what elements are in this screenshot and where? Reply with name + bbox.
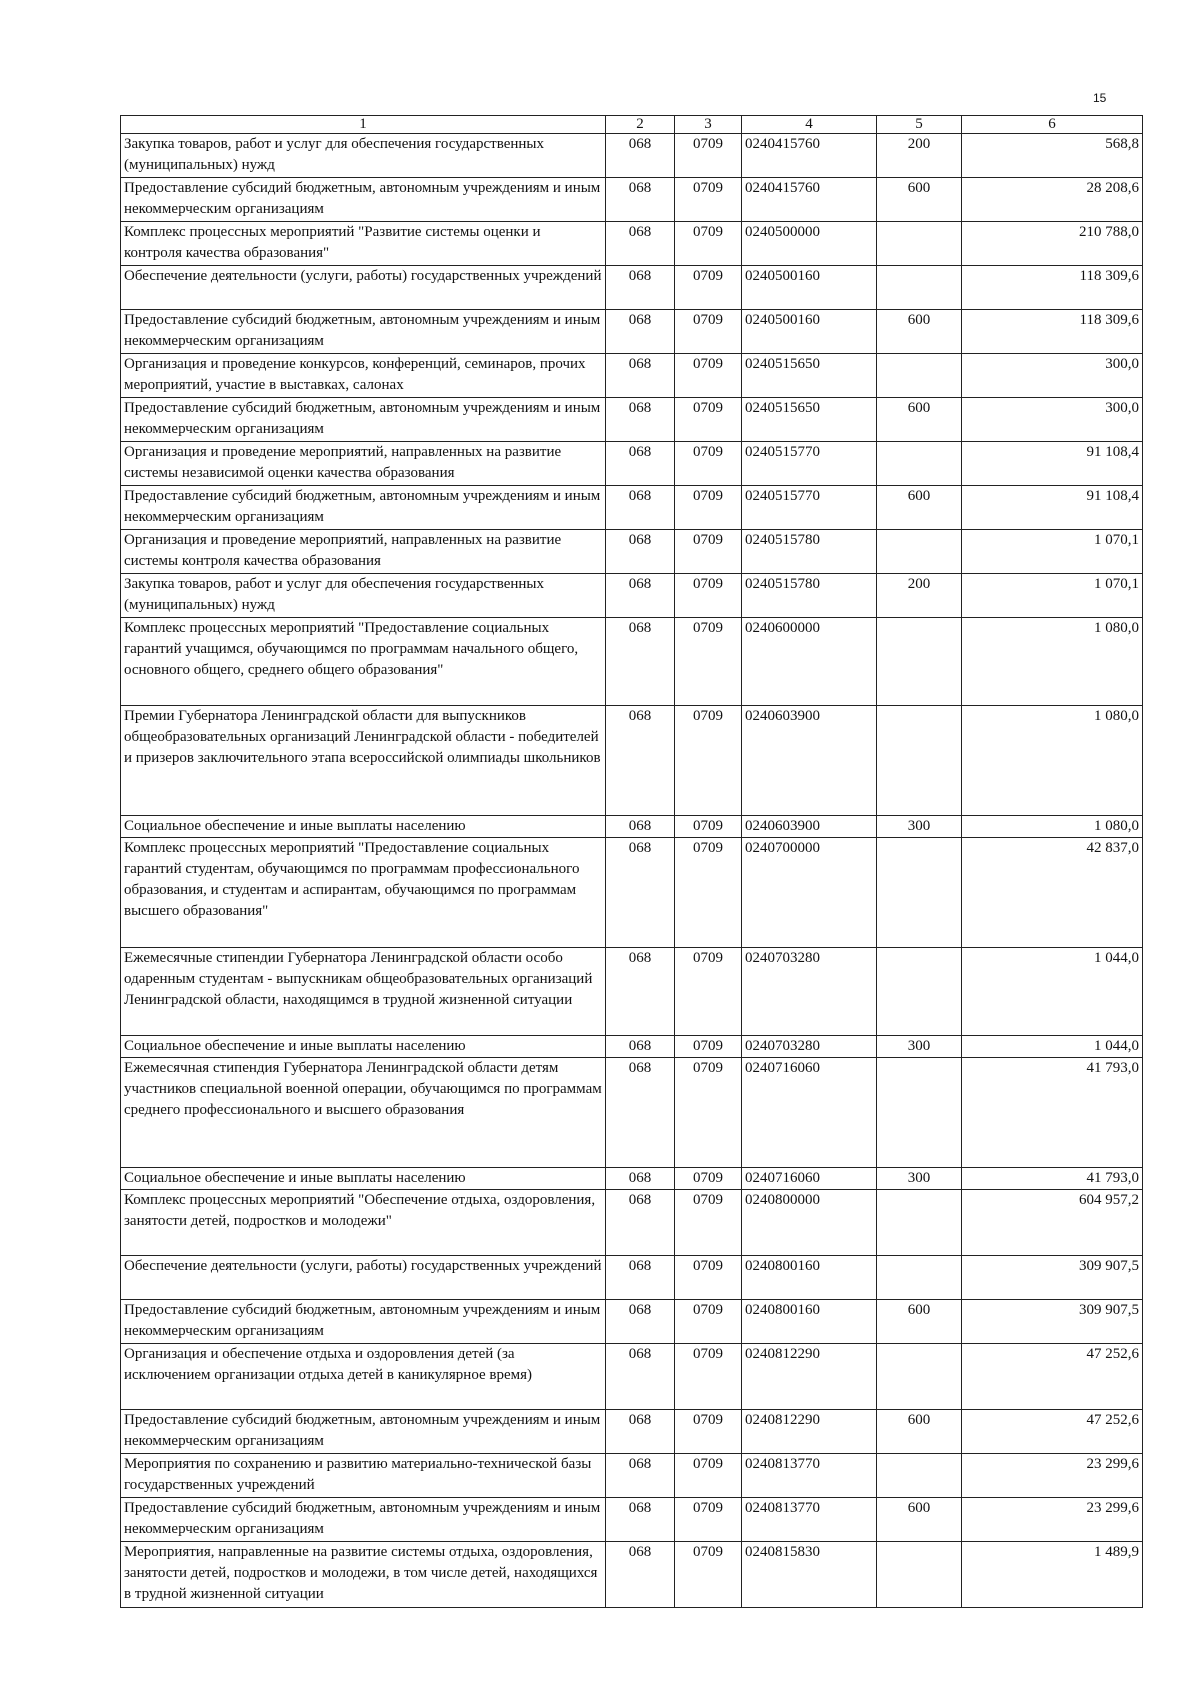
description-cell: Обеспечение деятельности (услуги, работы) государственных учреждений xyxy=(121,1256,606,1300)
department-code-cell: 068 xyxy=(606,222,675,266)
description-cell: Ежемесячные стипендии Губернатора Ленинградской области особо одаренным студентам - выпускникам общеобразовательных организаций Ленинградской области, находящимся в трудной жизненной ситуации xyxy=(121,948,606,1036)
section-code-cell: 0709 xyxy=(675,398,742,442)
expense-type-cell: 600 xyxy=(877,178,962,222)
column-header: 3 xyxy=(675,116,742,134)
description-cell: Социальное обеспечение и иные выплаты населению xyxy=(121,1036,606,1058)
table-row xyxy=(121,1190,1143,1256)
table-row xyxy=(121,222,1143,266)
target-article-cell: 0240500160 xyxy=(742,266,877,310)
table-row xyxy=(121,1300,1143,1344)
target-article-cell: 0240515770 xyxy=(742,442,877,486)
section-code-cell: 0709 xyxy=(675,222,742,266)
amount-cell: 1 070,1 xyxy=(962,574,1143,618)
department-code-cell: 068 xyxy=(606,530,675,574)
description-cell: Комплекс процессных мероприятий "Развитие системы оценки и контроля качества образования" xyxy=(121,222,606,266)
target-article-cell: 0240800160 xyxy=(742,1256,877,1300)
table-row xyxy=(121,354,1143,398)
section-code-cell: 0709 xyxy=(675,1498,742,1542)
description-cell: Предоставление субсидий бюджетным, автономным учреждениям и иным некоммерческим организациям xyxy=(121,310,606,354)
target-article-cell: 0240515780 xyxy=(742,574,877,618)
description-cell: Организация и обеспечение отдыха и оздоровления детей (за исключением организации отдыха детей в каникулярное время) xyxy=(121,1344,606,1410)
amount-cell: 309 907,5 xyxy=(962,1300,1143,1344)
table-row xyxy=(121,618,1143,706)
section-code-cell: 0709 xyxy=(675,310,742,354)
department-code-cell: 068 xyxy=(606,398,675,442)
amount-cell: 1 080,0 xyxy=(962,618,1143,706)
description-cell: Мероприятия, направленные на развитие системы отдыха, оздоровления, занятости детей, подростков и молодежи, в том числе детей, находящихся в трудной жизненной ситуации xyxy=(121,1542,606,1608)
target-article-cell: 0240813770 xyxy=(742,1454,877,1498)
target-article-cell: 0240515780 xyxy=(742,530,877,574)
department-code-cell: 068 xyxy=(606,1542,675,1608)
table-row xyxy=(121,310,1143,354)
department-code-cell: 068 xyxy=(606,486,675,530)
amount-cell: 118 309,6 xyxy=(962,310,1143,354)
section-code-cell: 0709 xyxy=(675,1036,742,1058)
department-code-cell: 068 xyxy=(606,266,675,310)
table-row xyxy=(121,134,1143,178)
section-code-cell: 0709 xyxy=(675,574,742,618)
amount-cell: 47 252,6 xyxy=(962,1344,1143,1410)
section-code-cell: 0709 xyxy=(675,1168,742,1190)
description-cell: Комплекс процессных мероприятий "Обеспечение отдыха, оздоровления, занятости детей, подростков и молодежи" xyxy=(121,1190,606,1256)
expense-type-cell: 300 xyxy=(877,816,962,838)
target-article-cell: 0240812290 xyxy=(742,1410,877,1454)
department-code-cell: 068 xyxy=(606,178,675,222)
section-code-cell: 0709 xyxy=(675,948,742,1036)
amount-cell: 1 489,9 xyxy=(962,1542,1143,1608)
table-row xyxy=(121,706,1143,816)
table-row xyxy=(121,1036,1143,1058)
expense-type-cell xyxy=(877,442,962,486)
target-article-cell: 0240812290 xyxy=(742,1344,877,1410)
description-cell: Предоставление субсидий бюджетным, автономным учреждениям и иным некоммерческим организациям xyxy=(121,398,606,442)
target-article-cell: 0240703280 xyxy=(742,948,877,1036)
table-row xyxy=(121,398,1143,442)
amount-cell: 23 299,6 xyxy=(962,1454,1143,1498)
table-row xyxy=(121,1498,1143,1542)
description-cell: Организация и проведение мероприятий, направленных на развитие системы независимой оценки качества образования xyxy=(121,442,606,486)
description-cell: Премии Губернатора Ленинградской области для выпускников общеобразовательных организаций Ленинградской области - победителей и призеров заключительного этапа всероссийской олимпиады школьников xyxy=(121,706,606,816)
amount-cell: 41 793,0 xyxy=(962,1168,1143,1190)
amount-cell: 1 044,0 xyxy=(962,1036,1143,1058)
department-code-cell: 068 xyxy=(606,310,675,354)
section-code-cell: 0709 xyxy=(675,530,742,574)
expense-type-cell xyxy=(877,1058,962,1168)
section-code-cell: 0709 xyxy=(675,1542,742,1608)
description-cell: Закупка товаров, работ и услуг для обеспечения государственных (муниципальных) нужд xyxy=(121,574,606,618)
department-code-cell: 068 xyxy=(606,134,675,178)
amount-cell: 1 080,0 xyxy=(962,816,1143,838)
department-code-cell: 068 xyxy=(606,1498,675,1542)
target-article-cell: 0240600000 xyxy=(742,618,877,706)
amount-cell: 1 044,0 xyxy=(962,948,1143,1036)
amount-cell: 23 299,6 xyxy=(962,1498,1143,1542)
table-row xyxy=(121,266,1143,310)
expense-type-cell xyxy=(877,1454,962,1498)
description-cell: Организация и проведение конкурсов, конференций, семинаров, прочих мероприятий, участие в выставках, салонах xyxy=(121,354,606,398)
section-code-cell: 0709 xyxy=(675,1454,742,1498)
amount-cell: 42 837,0 xyxy=(962,838,1143,948)
target-article-cell: 0240800160 xyxy=(742,1300,877,1344)
department-code-cell: 068 xyxy=(606,1300,675,1344)
expense-type-cell: 300 xyxy=(877,1036,962,1058)
target-article-cell: 0240515770 xyxy=(742,486,877,530)
department-code-cell: 068 xyxy=(606,1168,675,1190)
department-code-cell: 068 xyxy=(606,354,675,398)
expense-type-cell xyxy=(877,706,962,816)
amount-cell: 568,8 xyxy=(962,134,1143,178)
department-code-cell: 068 xyxy=(606,948,675,1036)
target-article-cell: 0240815830 xyxy=(742,1542,877,1608)
expense-type-cell: 200 xyxy=(877,574,962,618)
section-code-cell: 0709 xyxy=(675,618,742,706)
description-cell: Ежемесячная стипендия Губернатора Ленинградской области детям участников специальной военной операции, обучающимся по программам среднего профессионального и высшего образования xyxy=(121,1058,606,1168)
expense-type-cell: 600 xyxy=(877,486,962,530)
amount-cell: 28 208,6 xyxy=(962,178,1143,222)
description-cell: Предоставление субсидий бюджетным, автономным учреждениям и иным некоммерческим организациям xyxy=(121,1498,606,1542)
target-article-cell: 0240415760 xyxy=(742,178,877,222)
expense-type-cell: 600 xyxy=(877,310,962,354)
target-article-cell: 0240813770 xyxy=(742,1498,877,1542)
column-header: 4 xyxy=(742,116,877,134)
target-article-cell: 0240800000 xyxy=(742,1190,877,1256)
amount-cell: 41 793,0 xyxy=(962,1058,1143,1168)
table-row xyxy=(121,1410,1143,1454)
section-code-cell: 0709 xyxy=(675,1300,742,1344)
expense-type-cell xyxy=(877,266,962,310)
expense-type-cell: 600 xyxy=(877,398,962,442)
expense-type-cell xyxy=(877,1344,962,1410)
description-cell: Предоставление субсидий бюджетным, автономным учреждениям и иным некоммерческим организациям xyxy=(121,1410,606,1454)
target-article-cell: 0240716060 xyxy=(742,1168,877,1190)
description-cell: Предоставление субсидий бюджетным, автономным учреждениям и иным некоммерческим организациям xyxy=(121,1300,606,1344)
description-cell: Мероприятия по сохранению и развитию материально-технической базы государственных учреждений xyxy=(121,1454,606,1498)
table-row xyxy=(121,948,1143,1036)
amount-cell: 118 309,6 xyxy=(962,266,1143,310)
amount-cell: 1 070,1 xyxy=(962,530,1143,574)
amount-cell: 91 108,4 xyxy=(962,486,1143,530)
section-code-cell: 0709 xyxy=(675,1190,742,1256)
target-article-cell: 0240500000 xyxy=(742,222,877,266)
department-code-cell: 068 xyxy=(606,1036,675,1058)
section-code-cell: 0709 xyxy=(675,1410,742,1454)
target-article-cell: 0240515650 xyxy=(742,398,877,442)
table-row xyxy=(121,1454,1143,1498)
expense-type-cell: 600 xyxy=(877,1498,962,1542)
page-number: 15 xyxy=(1093,91,1107,105)
section-code-cell: 0709 xyxy=(675,838,742,948)
table-row xyxy=(121,442,1143,486)
table-row xyxy=(121,530,1143,574)
target-article-cell: 0240500160 xyxy=(742,310,877,354)
column-header: 1 xyxy=(121,116,606,134)
amount-cell: 604 957,2 xyxy=(962,1190,1143,1256)
expense-type-cell xyxy=(877,1256,962,1300)
table-row xyxy=(121,1344,1143,1410)
section-code-cell: 0709 xyxy=(675,134,742,178)
section-code-cell: 0709 xyxy=(675,816,742,838)
description-cell: Организация и проведение мероприятий, направленных на развитие системы контроля качества образования xyxy=(121,530,606,574)
table-row xyxy=(121,816,1143,838)
target-article-cell: 0240603900 xyxy=(742,706,877,816)
department-code-cell: 068 xyxy=(606,442,675,486)
description-cell: Социальное обеспечение и иные выплаты населению xyxy=(121,1168,606,1190)
department-code-cell: 068 xyxy=(606,1410,675,1454)
department-code-cell: 068 xyxy=(606,1344,675,1410)
department-code-cell: 068 xyxy=(606,706,675,816)
section-code-cell: 0709 xyxy=(675,442,742,486)
department-code-cell: 068 xyxy=(606,816,675,838)
header-row xyxy=(121,116,1143,134)
description-cell: Обеспечение деятельности (услуги, работы) государственных учреждений xyxy=(121,266,606,310)
amount-cell: 91 108,4 xyxy=(962,442,1143,486)
budget-table xyxy=(120,115,1143,1608)
section-code-cell: 0709 xyxy=(675,1058,742,1168)
table-row xyxy=(121,838,1143,948)
expense-type-cell xyxy=(877,948,962,1036)
amount-cell: 300,0 xyxy=(962,354,1143,398)
department-code-cell: 068 xyxy=(606,618,675,706)
target-article-cell: 0240703280 xyxy=(742,1036,877,1058)
section-code-cell: 0709 xyxy=(675,266,742,310)
section-code-cell: 0709 xyxy=(675,486,742,530)
table-body xyxy=(121,134,1143,1608)
department-code-cell: 068 xyxy=(606,1454,675,1498)
expense-type-cell xyxy=(877,354,962,398)
amount-cell: 300,0 xyxy=(962,398,1143,442)
amount-cell: 210 788,0 xyxy=(962,222,1143,266)
table-row xyxy=(121,1542,1143,1608)
amount-cell: 47 252,6 xyxy=(962,1410,1143,1454)
expense-type-cell: 200 xyxy=(877,134,962,178)
expense-type-cell xyxy=(877,1190,962,1256)
description-cell: Комплекс процессных мероприятий "Предоставление социальных гарантий студентам, обучающимся по программам профессионального образования, и студентам и аспирантам, обучающимся по программам высшего образования" xyxy=(121,838,606,948)
expense-type-cell xyxy=(877,222,962,266)
expense-type-cell xyxy=(877,838,962,948)
expense-type-cell xyxy=(877,618,962,706)
description-cell: Предоставление субсидий бюджетным, автономным учреждениям и иным некоммерческим организациям xyxy=(121,178,606,222)
description-cell: Закупка товаров, работ и услуг для обеспечения государственных (муниципальных) нужд xyxy=(121,134,606,178)
description-cell: Предоставление субсидий бюджетным, автономным учреждениям и иным некоммерческим организациям xyxy=(121,486,606,530)
expense-type-cell xyxy=(877,530,962,574)
target-article-cell: 0240716060 xyxy=(742,1058,877,1168)
section-code-cell: 0709 xyxy=(675,706,742,816)
table-row xyxy=(121,486,1143,530)
expense-type-cell xyxy=(877,1542,962,1608)
expense-type-cell: 600 xyxy=(877,1410,962,1454)
section-code-cell: 0709 xyxy=(675,354,742,398)
description-cell: Комплекс процессных мероприятий "Предоставление социальных гарантий учащимся, обучающимся по программам начального общего, основного общего, среднего общего образования" xyxy=(121,618,606,706)
table-row xyxy=(121,574,1143,618)
expense-type-cell: 600 xyxy=(877,1300,962,1344)
expense-type-cell: 300 xyxy=(877,1168,962,1190)
table-row xyxy=(121,1058,1143,1168)
amount-cell: 309 907,5 xyxy=(962,1256,1143,1300)
section-code-cell: 0709 xyxy=(675,178,742,222)
column-header: 5 xyxy=(877,116,962,134)
column-header: 2 xyxy=(606,116,675,134)
department-code-cell: 068 xyxy=(606,574,675,618)
department-code-cell: 068 xyxy=(606,1058,675,1168)
section-code-cell: 0709 xyxy=(675,1344,742,1410)
section-code-cell: 0709 xyxy=(675,1256,742,1300)
description-cell: Социальное обеспечение и иные выплаты населению xyxy=(121,816,606,838)
target-article-cell: 0240603900 xyxy=(742,816,877,838)
target-article-cell: 0240415760 xyxy=(742,134,877,178)
table-row xyxy=(121,1168,1143,1190)
target-article-cell: 0240700000 xyxy=(742,838,877,948)
table-row xyxy=(121,178,1143,222)
department-code-cell: 068 xyxy=(606,1190,675,1256)
department-code-cell: 068 xyxy=(606,1256,675,1300)
amount-cell: 1 080,0 xyxy=(962,706,1143,816)
table-row xyxy=(121,1256,1143,1300)
department-code-cell: 068 xyxy=(606,838,675,948)
target-article-cell: 0240515650 xyxy=(742,354,877,398)
column-header: 6 xyxy=(962,116,1143,134)
